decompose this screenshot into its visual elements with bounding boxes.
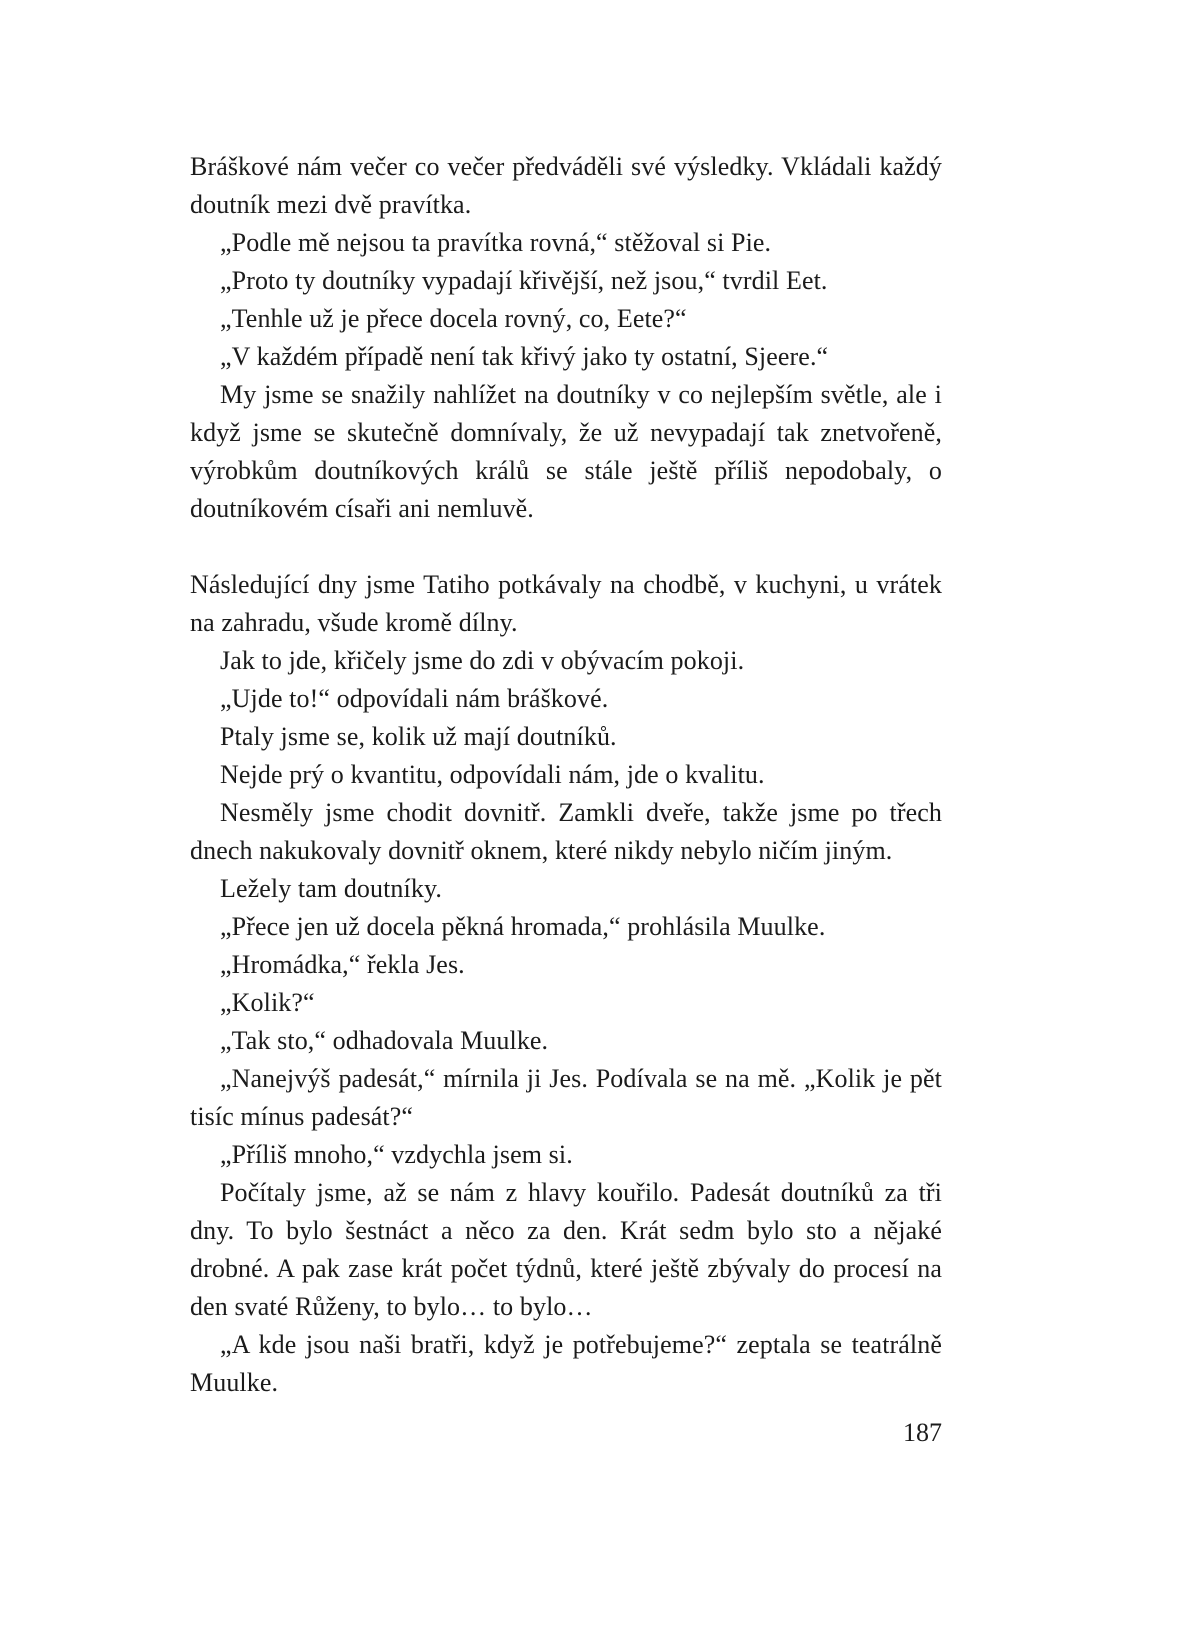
paragraph: „Kolik?“: [220, 988, 315, 1017]
paragraph: Ležely tam doutníky.: [220, 874, 442, 903]
paragraph: Nejde prý o kvantitu, odpovídali nám, jde o kvalitu.: [220, 760, 765, 789]
section-1: [190, 148, 942, 528]
paragraph: „Tenhle už je přece docela rovný, co, Eete?“: [220, 304, 687, 333]
paragraph: „Proto ty doutníky vypadají křivější, než jsou,“ tvrdil Eet.: [220, 266, 828, 295]
paragraph: „Tak sto,“ odhadovala Muulke.: [220, 1026, 549, 1055]
paragraph: „Ujde to!“ odpovídali nám bráškové.: [220, 684, 609, 713]
section-2: [190, 566, 942, 1402]
paragraph: „Příliš mnoho,“ vzdychla jsem si.: [220, 1140, 573, 1169]
paragraph: Jak to jde, křičely jsme do zdi v obývacím pokoji.: [220, 646, 745, 675]
paragraph: „Hromádka,“ řekla Jes.: [220, 950, 465, 979]
paragraph: „V každém případě není tak křivý jako ty ostatní, Sjeere.“: [220, 342, 829, 371]
paragraph: „Přece jen už docela pěkná hromada,“ prohlásila Muulke.: [220, 912, 826, 941]
paragraph: Počítaly jsme, až se nám z hlavy kouřilo. Padesát doutníků za tři dny. To bylo šestnáct a něco za den. Krát sedm bylo sto a nějaké drobné. A pak zase krát počet týdnů, které ještě zbývaly do procesí na den svaté Růženy, to bylo… to bylo…: [190, 1178, 942, 1321]
paragraph: Bráškové nám večer co večer předváděli své výsledky. Vkládali každý doutník mezi dvě pravítka.: [190, 152, 942, 219]
page-number: 187: [903, 1418, 942, 1447]
paragraph: Ptaly jsme se, kolik už mají doutníků.: [220, 722, 617, 751]
paragraph: „Nanejvýš padesát,“ mírnila ji Jes. Podívala se na mě. „Kolik je pět tisíc mínus padesát?“: [190, 1064, 942, 1131]
paragraph: Následující dny jsme Tatiho potkávaly na chodbě, v kuchyni, u vrátek na zahradu, všude kromě dílny.: [190, 570, 942, 637]
paragraph: My jsme se snažily nahlížet na doutníky v co nejlepším světle, ale i když jsme se skutečně domnívaly, že už nevypadají tak znetvořeně, výrobkům doutníkových králů se stále ještě příliš nepodobaly, o doutníkovém císaři ani nemluvě.: [190, 380, 942, 523]
paragraph: „Podle mě nejsou ta pravítka rovná,“ stěžoval si Pie.: [220, 228, 772, 257]
paragraph: Nesměly jsme chodit dovnitř. Zamkli dveře, takže jsme po třech dnech nakukovaly dovnitř oknem, které nikdy nebylo ničím jiným.: [190, 798, 942, 865]
text-block: [190, 148, 942, 1402]
paragraph: „A kde jsou naši bratři, když je potřebujeme?“ zeptala se teatrálně Muulke.: [190, 1330, 942, 1397]
